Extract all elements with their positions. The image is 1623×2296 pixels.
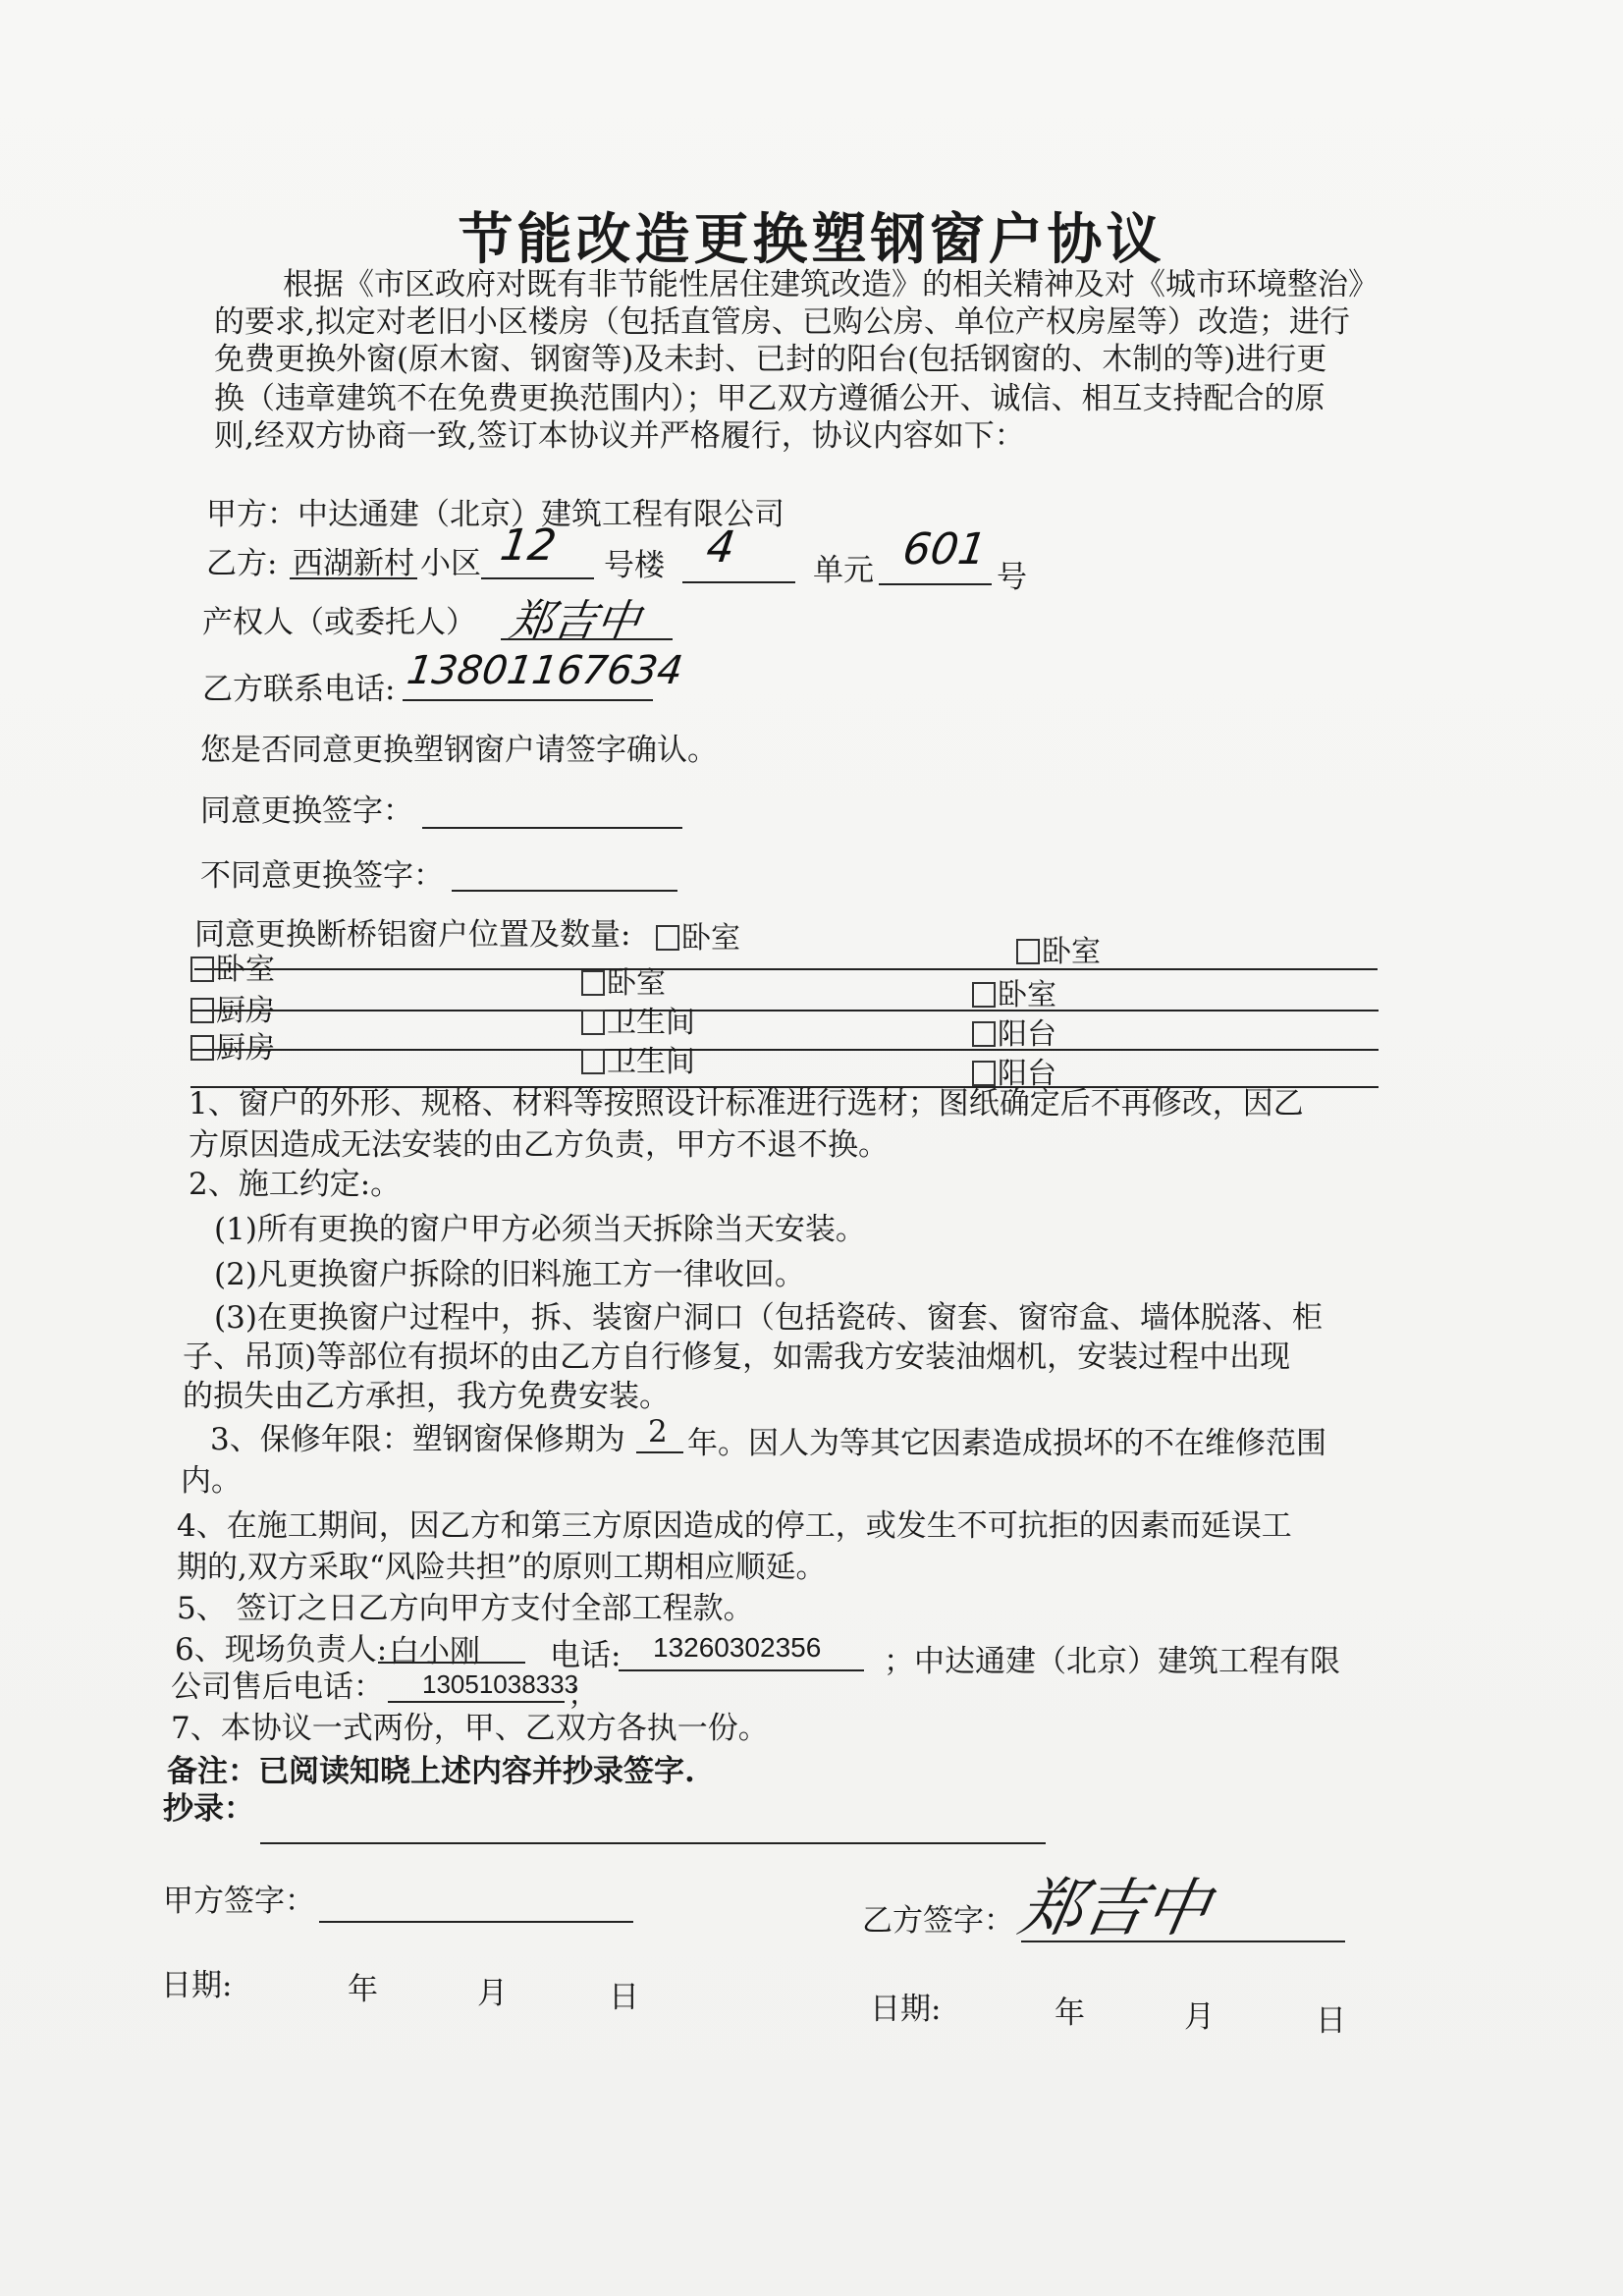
- unit-underline: [682, 581, 795, 583]
- checkbox-icon[interactable]: [972, 1021, 996, 1047]
- party-b-signature: 郑吉中: [1013, 1873, 1216, 1945]
- owner-signature: 郑吉中: [506, 596, 643, 646]
- checkbox-icon[interactable]: [581, 1010, 605, 1035]
- clause-5: 5、 签订之日乙方向甲方支付全部工程款。: [177, 1591, 754, 1626]
- party-b-month: 月: [1184, 1999, 1215, 2035]
- clause-6-phone-label: 电话:: [550, 1638, 622, 1673]
- clause-3-post: 年。因人为等其它因素造成损坏的不在维修范围: [687, 1426, 1326, 1461]
- clause-3-pre: 3、保修年限：塑钢窗保修期为: [210, 1422, 625, 1457]
- checkbox-icon[interactable]: [581, 970, 605, 996]
- checkbox-icon[interactable]: [1016, 939, 1040, 964]
- site-manager-phone-underline: [619, 1669, 864, 1671]
- party-a-year: 年: [348, 1972, 378, 2007]
- room-label: 号: [997, 560, 1027, 595]
- room-option[interactable]: 卧室: [972, 970, 1056, 1013]
- confirm-prompt: 您是否同意更换塑钢窗户请签字确认。: [200, 733, 718, 768]
- clause-1-line-2: 方原因造成无法安装的由乙方负责，甲方不退不换。: [189, 1127, 889, 1163]
- building-number: 12: [497, 520, 560, 571]
- party-b-label: 乙方:: [206, 546, 278, 581]
- warranty-underline: [636, 1451, 683, 1453]
- clause-2-3-line-3: 的损失由乙方承担，我方免费安装。: [183, 1379, 670, 1414]
- clause-6-company: ；中达通建（北京）建筑工程有限: [884, 1644, 1340, 1679]
- checkbox-icon[interactable]: [190, 1035, 214, 1061]
- clause-6-service-label: 公司售后电话：: [171, 1669, 384, 1705]
- agree-label: 同意更换签字：: [200, 793, 413, 829]
- unit-number: 4: [703, 522, 738, 573]
- building-label: 号楼: [604, 548, 665, 583]
- room-row-line: [190, 1049, 1379, 1051]
- phone-underline: [403, 699, 653, 701]
- document-title: 节能改造更换塑钢窗户协议: [458, 208, 1165, 272]
- building-underline: [481, 577, 594, 579]
- party-a-sign-label: 甲方签字：: [163, 1884, 315, 1919]
- clause-6-end: ；: [568, 1677, 598, 1713]
- service-phone: 13051038333: [422, 1669, 579, 1699]
- party-b-community: 西湖新村: [293, 546, 414, 581]
- clause-3-line-2: 内。: [181, 1463, 242, 1499]
- phone-label: 乙方联系电话:: [202, 672, 396, 707]
- unit-label: 单元: [813, 553, 874, 588]
- clause-2-3-line-2: 子、吊顶)等部位有损坏的由乙方自行修复，如需我方安装油烟机，安装过程中出现: [183, 1339, 1291, 1375]
- phone-value: 13801167634: [404, 648, 686, 693]
- checkbox-icon[interactable]: [656, 925, 679, 951]
- clause-4-line-2: 期的,双方采取“风险共担”的原则工期相应顺延。: [177, 1550, 827, 1585]
- party-a-sign-line: [319, 1921, 633, 1923]
- community-underline: [290, 577, 417, 579]
- disagree-signature-line: [452, 890, 677, 892]
- room-option[interactable]: 卫生间: [581, 1037, 695, 1080]
- party-a-day: 日: [609, 1980, 639, 2015]
- party-a: 甲方：中达通建（北京）建筑工程有限公司: [206, 497, 784, 532]
- room-underline: [879, 583, 992, 585]
- checkbox-icon[interactable]: [190, 998, 214, 1023]
- disagree-label: 不同意更换签字：: [200, 858, 444, 894]
- note: 备注：已阅读知晓上述内容并抄录签字.: [167, 1754, 695, 1789]
- room-option[interactable]: 厨房: [190, 1023, 275, 1066]
- party-b-community-suffix: 小区: [420, 546, 481, 581]
- party-b-sign-label: 乙方签字：: [862, 1903, 1014, 1939]
- room-option[interactable]: 阳台: [972, 1010, 1056, 1053]
- room-option[interactable]: 阳台: [972, 1049, 1056, 1092]
- room-option[interactable]: 厨房: [190, 986, 275, 1029]
- intro-line-4: 换（违章建筑不在免费更换范围内）；甲乙双方遵循公开、诚信、相互支持配合的原: [214, 381, 1325, 416]
- clause-6-label: 6、现场负责人:: [175, 1632, 388, 1667]
- checkbox-icon[interactable]: [972, 982, 996, 1008]
- clause-4-line-1: 4、在施工期间，因乙方和第三方原因造成的停工，或发生不可抗拒的因素而延误工: [177, 1508, 1292, 1544]
- owner-underline: [501, 638, 673, 640]
- intro-line-1: 根据《市区政府对既有非节能性居住建筑改造》的相关精神及对《城市环境整治》: [283, 267, 1379, 302]
- clause-2-2: (2)凡更换窗户拆除的旧料施工方一律收回。: [214, 1257, 805, 1292]
- party-a-date-label: 日期:: [161, 1968, 233, 2003]
- site-manager-underline: [378, 1662, 525, 1664]
- room-option[interactable]: 卧室: [190, 945, 275, 988]
- room-number: 601: [899, 524, 990, 574]
- party-b-day: 日: [1316, 2003, 1346, 2039]
- checkbox-icon[interactable]: [581, 1049, 605, 1074]
- copy-label: 抄录：: [163, 1791, 254, 1827]
- room-row-line: [190, 1010, 1379, 1011]
- party-b-sign-line: [1021, 1941, 1345, 1942]
- site-manager-phone: 13260302356: [653, 1632, 822, 1663]
- copy-line: [260, 1842, 1046, 1844]
- party-b-year: 年: [1055, 1995, 1085, 2031]
- clause-1-line-1: 1、窗户的外形、规格、材料等按照设计标准进行选材；图纸确定后不再修改，因乙: [189, 1086, 1304, 1121]
- intro-line-3: 免费更换外窗(原木窗、钢窗等)及未封、已封的阳台(包括钢窗的、木制的等)进行更: [214, 342, 1327, 377]
- room-row-line: [194, 968, 1378, 970]
- room-option[interactable]: 卫生间: [581, 998, 695, 1041]
- clause-2-1: (1)所有更换的窗户甲方必须当天拆除当天安装。: [214, 1212, 866, 1247]
- intro-line-2: 的要求,拟定对老旧小区楼房（包括直管房、已购公房、单位产权房屋等）改造；进行: [214, 304, 1350, 340]
- intro-line-5: 则,经双方协商一致,签订本协议并严格履行，协议内容如下：: [214, 418, 1025, 454]
- owner-label: 产权人（或委托人）: [202, 605, 476, 640]
- party-b-date-label: 日期:: [870, 1992, 942, 2027]
- room-option[interactable]: 卧室: [656, 913, 740, 957]
- clause-2-3-line-1: (3)在更换窗户过程中，拆、装窗户洞口（包括瓷砖、窗套、窗帘盒、墙体脱落、柜: [214, 1300, 1323, 1336]
- room-option[interactable]: 卧室: [581, 958, 666, 1002]
- room-option[interactable]: 卧室: [1016, 927, 1101, 970]
- window-prompt: 同意更换断桥铝窗户位置及数量:: [194, 917, 631, 953]
- agree-signature-line: [422, 827, 682, 829]
- party-a-month: 月: [477, 1976, 508, 2011]
- clause-7: 7、本协议一式两份，甲、乙双方各执一份。: [171, 1711, 769, 1746]
- checkbox-icon[interactable]: [190, 957, 214, 982]
- clause-2: 2、施工约定:。: [189, 1167, 402, 1202]
- site-manager: 白小刚: [389, 1634, 480, 1669]
- warranty-years: 2: [648, 1414, 668, 1449]
